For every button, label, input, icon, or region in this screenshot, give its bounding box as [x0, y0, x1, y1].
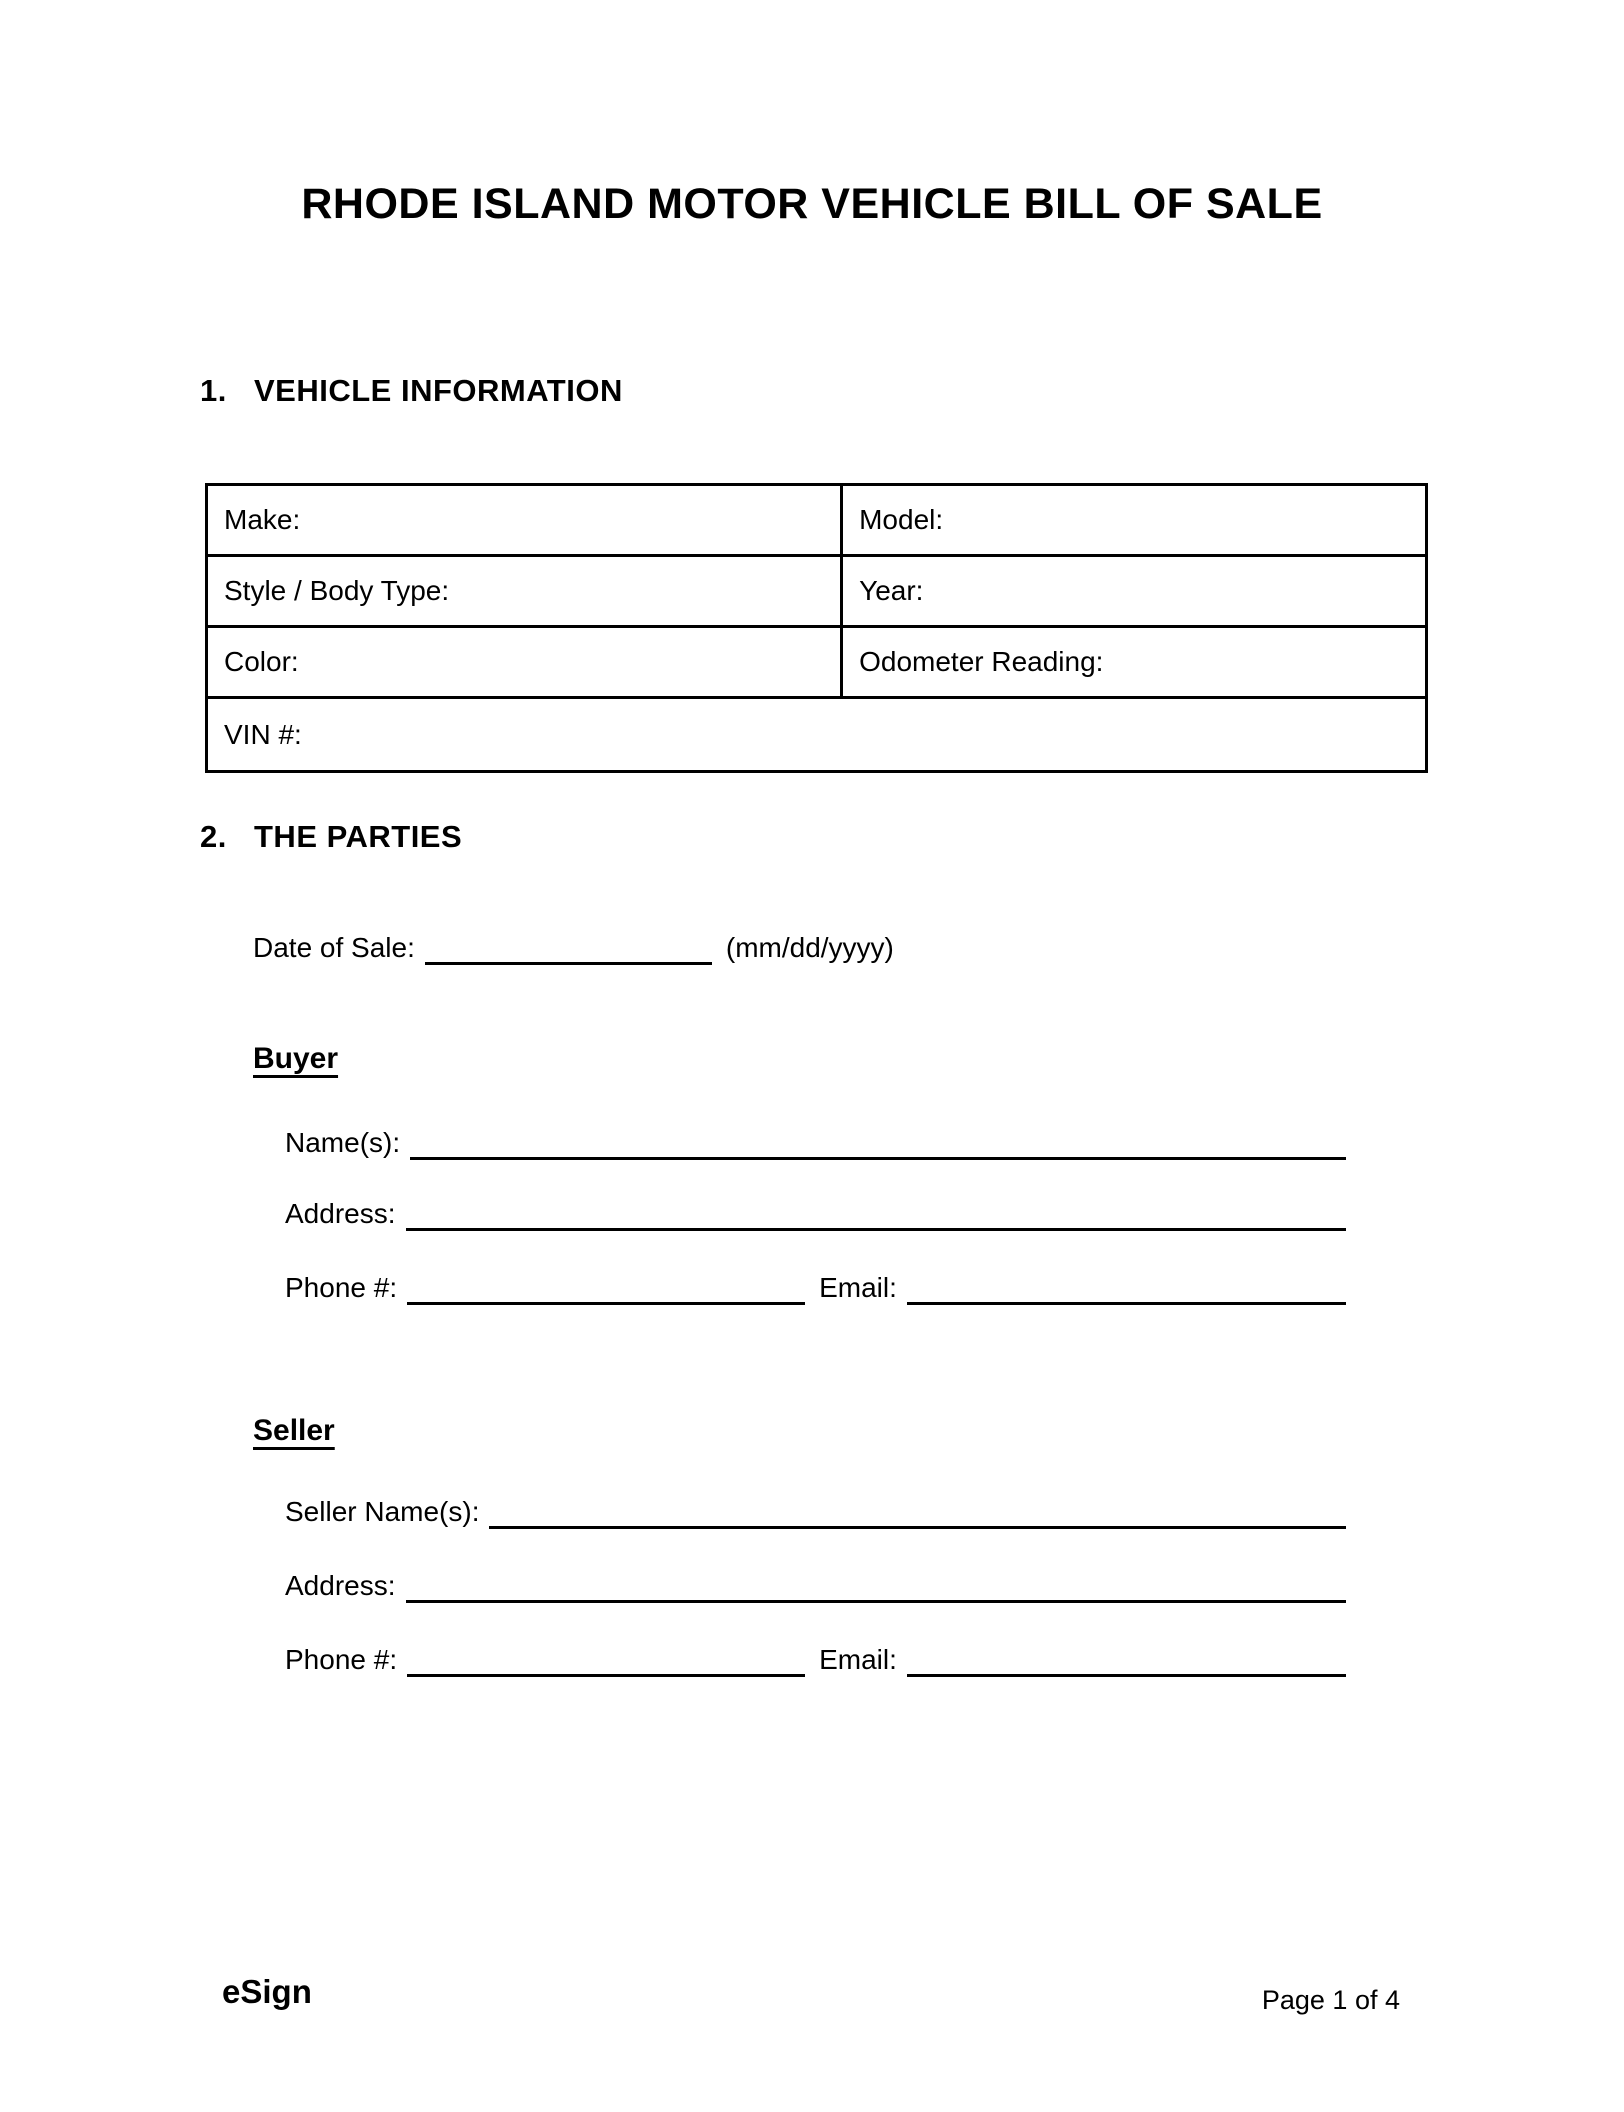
document-title: RHODE ISLAND MOTOR VEHICLE BILL OF SALE [301, 180, 1323, 228]
style-body-type-cell[interactable] [207, 556, 842, 627]
model-cell[interactable] [842, 485, 1427, 556]
seller-address-line[interactable] [406, 1570, 1347, 1603]
seller-phone-email-row [285, 1643, 1346, 1677]
table-row [207, 698, 1427, 772]
buyer-names-line[interactable] [410, 1127, 1346, 1160]
odometer-label: Odometer Reading: [859, 646, 1104, 677]
vin-cell[interactable] [207, 698, 1427, 772]
odometer-cell[interactable] [842, 627, 1427, 698]
seller-names-label: Seller Name(s): [285, 1496, 480, 1527]
footer-page-indicator: Page 1 of 4 [1261, 1985, 1400, 2015]
seller-phone-label: Phone #: [285, 1644, 398, 1675]
table-row [207, 627, 1427, 698]
vehicle-info-table [205, 483, 1428, 773]
date-format-hint: (mm/dd/yyyy) [725, 932, 894, 963]
year-label: Year: [859, 575, 924, 606]
section-1-title: VEHICLE INFORMATION [254, 373, 623, 408]
seller-names-row [285, 1495, 1346, 1529]
seller-address-row [285, 1569, 1346, 1603]
seller-phone-line[interactable] [407, 1644, 805, 1677]
seller-heading: Seller [253, 1414, 335, 1447]
date-of-sale-label: Date of Sale: [253, 932, 415, 963]
section-1-number: 1. [200, 373, 227, 408]
buyer-phone-line[interactable] [407, 1272, 805, 1305]
buyer-email-line[interactable] [907, 1272, 1346, 1305]
color-label: Color: [224, 646, 299, 677]
section-1-heading [200, 373, 623, 409]
table-row [207, 556, 1427, 627]
section-2-heading [200, 819, 462, 855]
make-cell[interactable] [207, 485, 842, 556]
seller-email-label: Email: [819, 1644, 897, 1675]
buyer-phone-email-row [285, 1271, 1346, 1305]
make-label: Make: [224, 504, 301, 535]
model-label: Model: [859, 504, 944, 535]
buyer-email-label: Email: [819, 1272, 897, 1303]
buyer-address-line[interactable] [406, 1198, 1347, 1231]
table-row [207, 485, 1427, 556]
date-of-sale-row [253, 931, 894, 965]
color-cell[interactable] [207, 627, 842, 698]
seller-names-line[interactable] [489, 1496, 1346, 1529]
year-cell[interactable] [842, 556, 1427, 627]
section-2-title: THE PARTIES [254, 819, 463, 854]
seller-email-line[interactable] [907, 1644, 1346, 1677]
date-of-sale-line[interactable] [425, 932, 712, 965]
section-2-number: 2. [200, 819, 227, 854]
vin-label: VIN #: [224, 718, 302, 750]
buyer-phone-label: Phone #: [285, 1272, 398, 1303]
buyer-address-label: Address: [285, 1198, 396, 1229]
buyer-names-label: Name(s): [285, 1127, 401, 1158]
seller-address-label: Address: [285, 1570, 396, 1601]
footer-brand-logo: eSign [222, 1973, 312, 2010]
buyer-names-row [285, 1126, 1346, 1160]
buyer-heading: Buyer [253, 1042, 339, 1075]
style-body-type-label: Style / Body Type: [224, 575, 450, 606]
buyer-address-row [285, 1197, 1346, 1231]
